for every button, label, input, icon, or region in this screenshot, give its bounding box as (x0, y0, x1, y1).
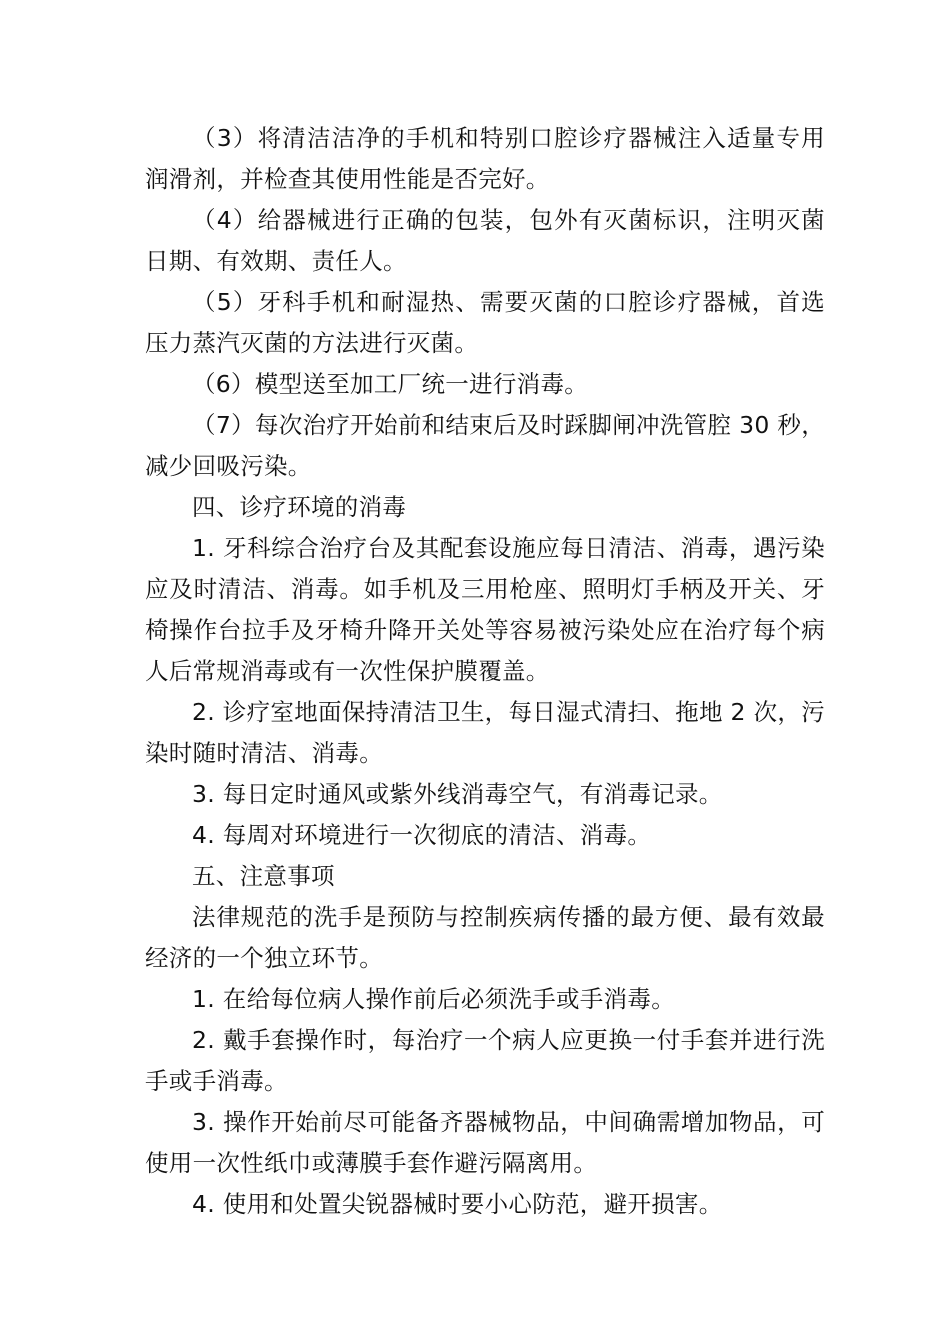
notes-item-4: 4. 使用和处置尖锐器械时要小心防范，避开损害。 (192, 1190, 723, 1218)
environment-item-2: 2. 诊疗室地面保持清洁卫生，每日湿式清扫、拖地 2 次，污染时随时清洁、消毒。 (145, 698, 825, 767)
section-heading-notes: 五、注意事项 (192, 862, 335, 890)
paragraph-item-7: （7）每次治疗开始前和结束后及时踩脚闸冲洗管腔 30 秒，减少回吸污染。 (145, 411, 825, 480)
environment-item-4: 4. 每周对环境进行一次彻底的清洁、消毒。 (192, 821, 652, 849)
environment-item-3: 3. 每日定时通风或紫外线消毒空气，有消毒记录。 (192, 780, 723, 808)
notes-item-2: 2. 戴手套操作时，每治疗一个病人应更换一付手套并进行洗手或手消毒。 (145, 1026, 825, 1095)
notes-item-1: 1. 在给每位病人操作前后必须洗手或手消毒。 (192, 985, 675, 1013)
notes-intro: 法律规范的洗手是预防与控制疾病传播的最方便、最有效最经济的一个独立环节。 (145, 903, 825, 972)
section-heading-environment: 四、诊疗环境的消毒 (192, 493, 407, 521)
paragraph-item-6: （6）模型送至加工厂统一进行消毒。 (192, 370, 589, 398)
paragraph-item-3: （3）将清洁洁净的手机和特别口腔诊疗器械注入适量专用润滑剂，并检查其使用性能是否完好。 (145, 124, 825, 193)
notes-item-3: 3. 操作开始前尽可能备齐器械物品，中间确需增加物品，可使用一次性纸巾或薄膜手套作避污隔离用。 (145, 1108, 825, 1177)
environment-item-1: 1. 牙科综合治疗台及其配套设施应每日清洁、消毒，遇污染应及时清洁、消毒。如手机及三用枪座、照明灯手柄及开关、牙椅操作台拉手及牙椅升降开关处等容易被污染处应在治疗每个病人后常规消毒或有一次性保护膜覆盖。 (145, 534, 825, 685)
document-body (145, 118, 825, 1225)
paragraph-item-4: （4）给器械进行正确的包装，包外有灭菌标识，注明灭菌日期、有效期、责任人。 (145, 206, 825, 275)
paragraph-item-5: （5）牙科手机和耐湿热、需要灭菌的口腔诊疗器械，首选压力蒸汽灭菌的方法进行灭菌。 (145, 288, 825, 357)
